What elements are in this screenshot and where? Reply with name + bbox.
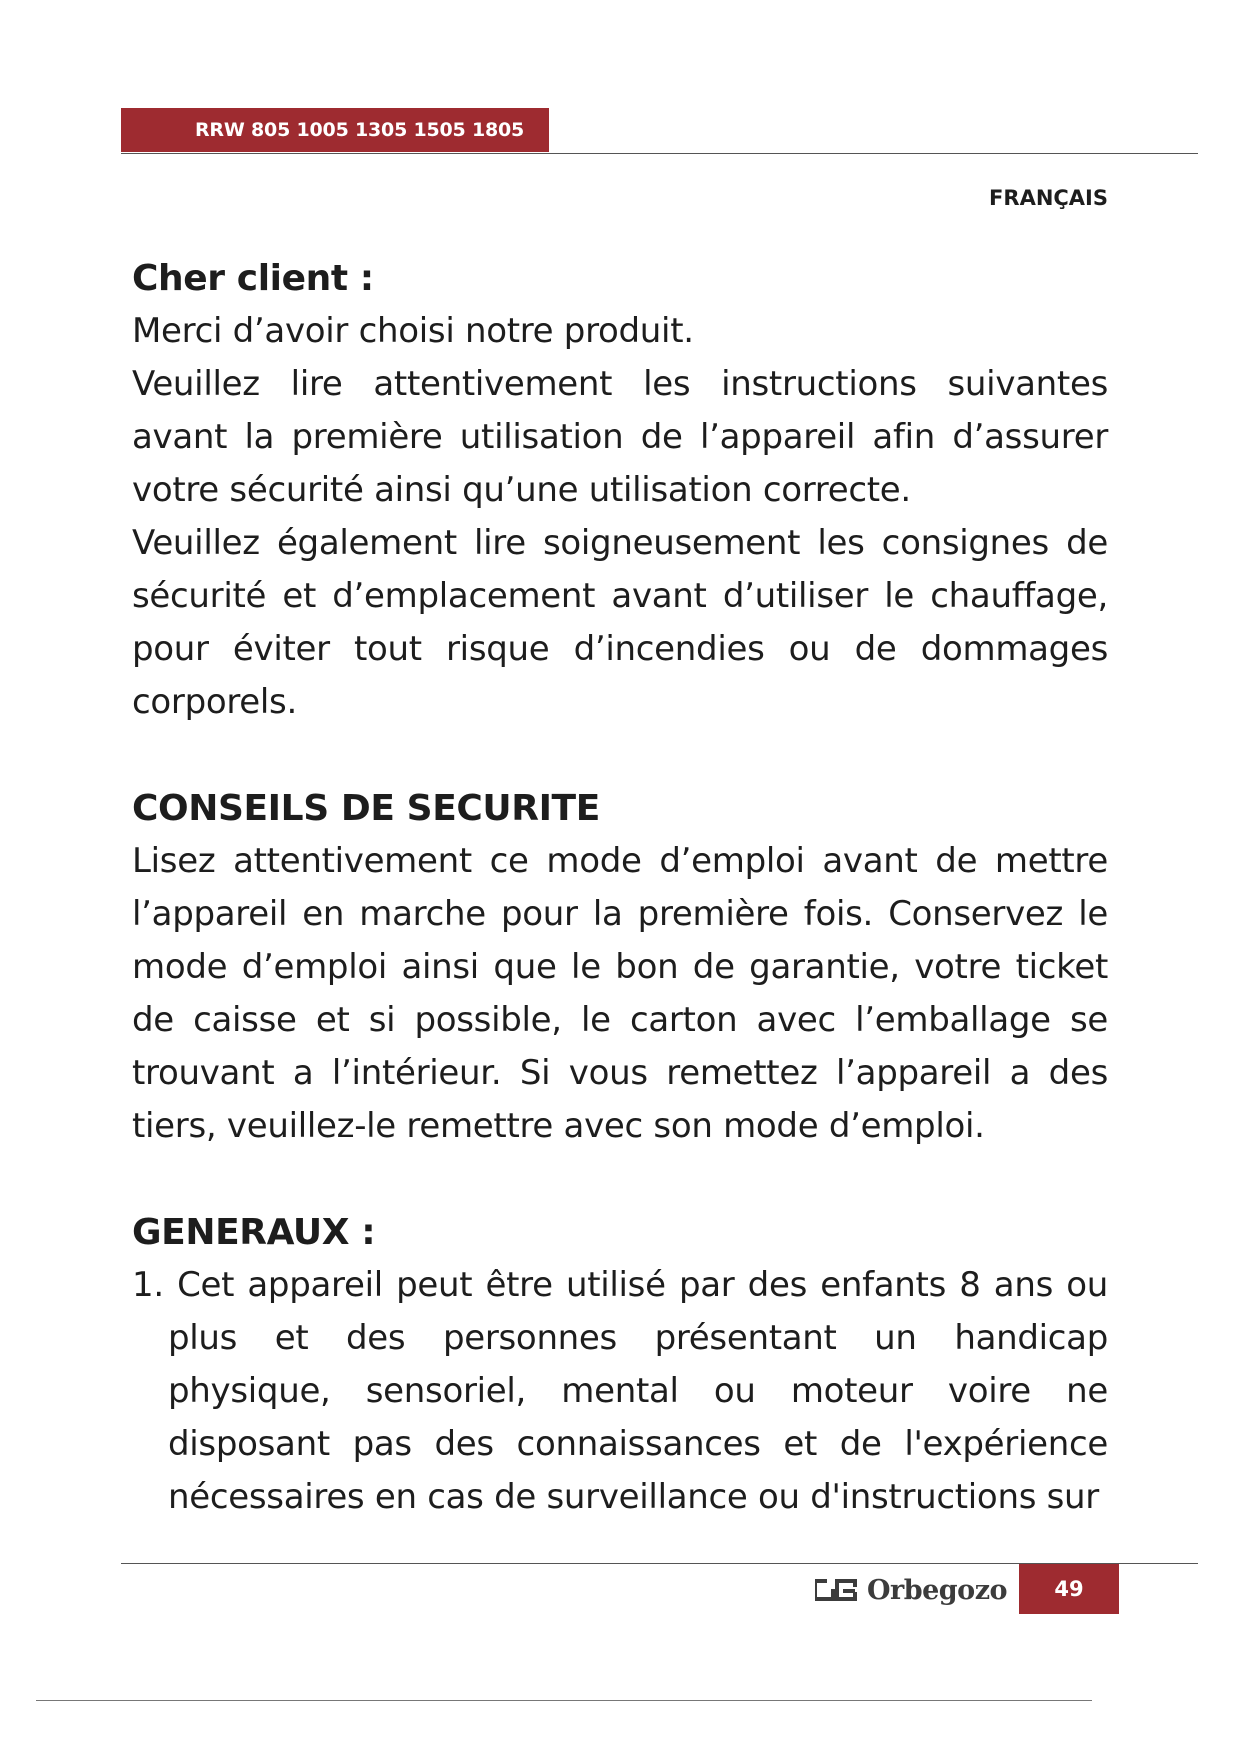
page-content: [132, 252, 1108, 1524]
language-label: FRANÇAIS: [989, 186, 1108, 210]
brand-logo: [815, 1568, 1007, 1612]
brand-name: Orbegozo: [867, 1574, 1008, 1606]
bottom-divider: [36, 1700, 1092, 1701]
intro-read-instructions: Veuillez lire attentivement les instructions suivantes avant la première utilisation de l’appareil afin d’assurer votre sécurité ainsi qu’une utilisation correcte.: [132, 364, 1108, 510]
general-heading: GENERAUX :: [132, 1212, 376, 1253]
model-numbers: RRW 805 1005 1305 1505 1805: [195, 119, 525, 141]
page-number: 49: [1054, 1577, 1084, 1601]
page-number-box: [1019, 1564, 1119, 1614]
general-item-1: 1. Cet appareil peut être utilisé par des enfants 8 ans ou plus et des personnes présentant un handicap physique, sensoriel, mental ou moteur voire ne disposant pas des connaissances et de l'expérience nécessaires en cas de surveillance ou d'instructions sur: [132, 1265, 1108, 1517]
section-gap: [132, 729, 1108, 782]
header-divider: [121, 153, 1198, 154]
intro-heading: Cher client :: [132, 258, 374, 299]
brand-mark-icon: [815, 1579, 857, 1601]
safety-heading: CONSEILS DE SECURITE: [132, 788, 600, 829]
intro-thanks: Merci d’avoir choisi notre produit.: [132, 311, 694, 351]
intro-safety-notice: Veuillez également lire soigneusement les consignes de sécurité et d’emplacement avant d’utiliser le chauffage, pour éviter tout risque d’incendies ou de dommages corporels.: [132, 523, 1108, 722]
safety-paragraph: Lisez attentivement ce mode d’emploi avant de mettre l’appareil en marche pour la première fois. Conservez le mode d’emploi ainsi que le bon de garantie, votre ticket de caisse et si possible, le carton avec l’emballage se trouvant a l’intérieur. Si vous remettez l’appareil a des tiers, veuillez-le remettre avec son mode d’emploi.: [132, 841, 1108, 1146]
section-gap: [132, 1153, 1108, 1206]
header-model-band: [121, 108, 549, 152]
